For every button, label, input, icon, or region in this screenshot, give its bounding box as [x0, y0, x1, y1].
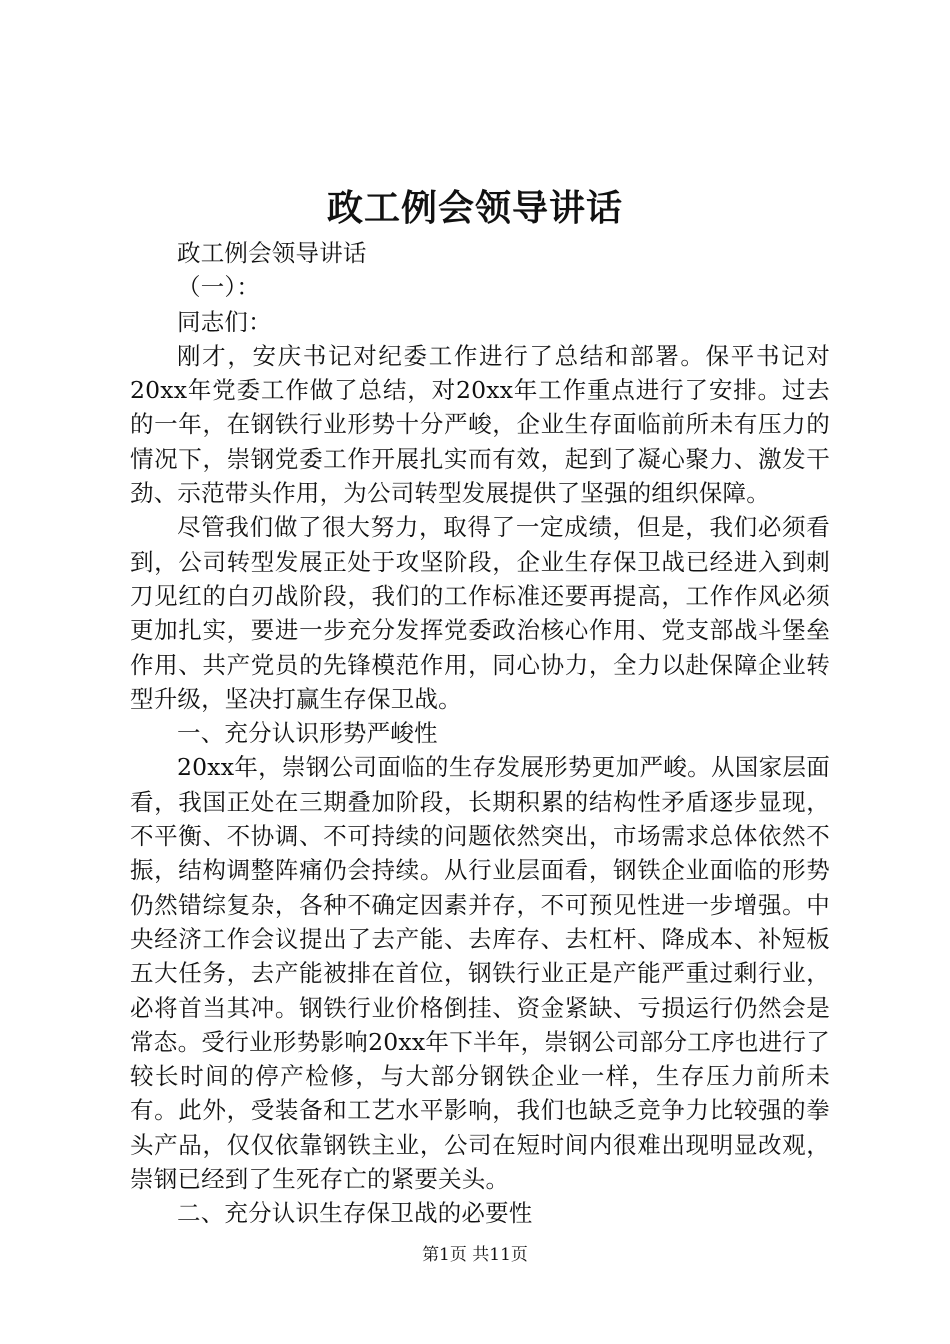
paragraph-salutation: 同志们：	[177, 307, 272, 336]
heading-section-2: 二、充分认识生存保卫战的必要性	[177, 1199, 533, 1228]
document-title: 政工例会领导讲话	[326, 187, 623, 229]
paragraph-body-1: 刚才，安庆书记对纪委工作进行了总结和部署。保平书记对20xx年党委工作做了总结，对20xx年工作重点进行了安排。过去的一年，在钢铁行业形势十分严峻，企业生存面临前所未有压力的情况下，崇钢党委工作开展扎实而有效，起到了凝心聚力、激发干劲、示范带头作用，为公司转型发展提供了坚强的组织保障。	[130, 341, 830, 508]
document-body	[130, 236, 830, 1231]
paragraph-body-3: 20xx年，崇钢公司面临的生存发展形势更加严峻。从国家层面看，我国正处在三期叠加阶段，长期积累的结构性矛盾逐步显现，不平衡、不协调、不可持续的问题依然突出，市场需求总体依然不振，结构调整阵痛仍会持续。从行业层面看，钢铁企业面临的形势仍然错综复杂，各种不确定因素并存，不可预见性进一步增强。中央经济工作会议提出了去产能、去库存、去杠杆、降成本、补短板五大任务，去产能被排在首位，钢铁行业正是产能严重过剩行业，必将首当其冲。钢铁行业价格倒挂、资金紧缺、亏损运行仍然会是常态。受行业形势影响20xx年下半年，崇钢公司部分工序也进行了较长时间的停产检修，与大部分钢铁企业一样，生存压力前所未有。此外，受装备和工艺水平影响，我们也缺乏竞争力比较强的拳头产品，仅仅依靠钢铁主业，公司在短时间内很难出现明显改观，崇钢已经到了生死存亡的紧要关头。	[130, 753, 830, 1194]
paragraph-subtitle: 政工例会领导讲话	[177, 239, 367, 267]
paragraph-section-mark: （一）：	[177, 273, 261, 302]
page-footer: 第1页 共11页	[422, 1245, 528, 1265]
heading-section-1: 一、充分认识形势严峻性	[177, 719, 438, 748]
paragraph-body-2: 尽管我们做了很大努力，取得了一定成绩，但是，我们必须看到，公司转型发展正处于攻坚阶段，企业生存保卫战已经进入到刺刀见红的白刃战阶段，我们的工作标准还要再提高，工作作风必须更加扎实，要进一步充分发挥党委政治核心作用、党支部战斗堡垒作用、共产党员的先锋模范作用，同心协力，全力以赴保障企业转型升级，坚决打赢生存保卫战。	[130, 513, 830, 713]
